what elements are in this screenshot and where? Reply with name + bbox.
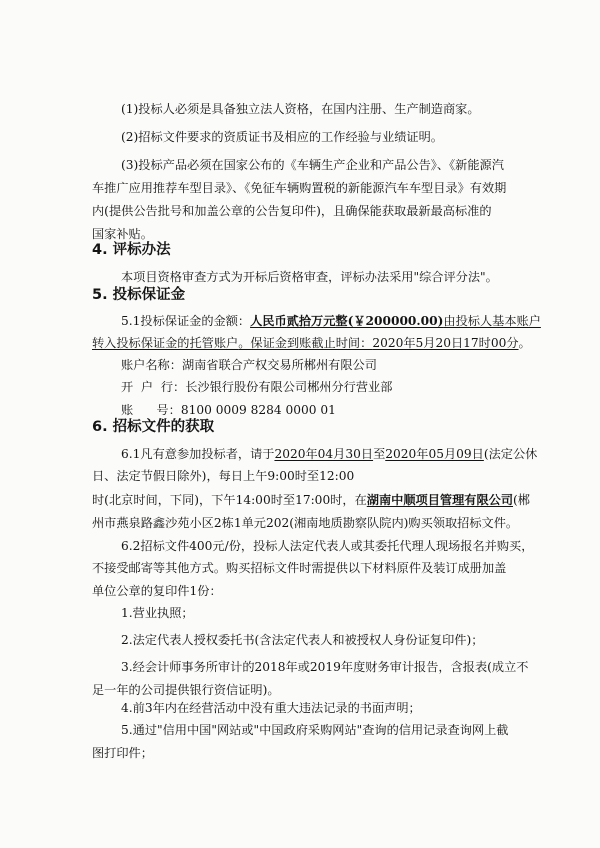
purchase-period-line-2: 日、法定节假日除外)，每日上午9:00时至12:00 [92, 469, 355, 483]
qualification-3-line-3: 内(提供公告批号和加盖公章的公告复印件)，且确保能获取最新最高标准的 [92, 204, 492, 218]
qualification-3-line-2: 车推广应用推荐车型目录》、《免征车辆购置税的新能源汽车车型目录》有效期 [92, 181, 507, 195]
deposit-amount-line [121, 313, 541, 329]
deposit-amount-prefix: 5.1投标保证金的金额： [121, 314, 251, 328]
deposit-amount: 人民币贰拾万元整(￥200000.00) [250, 314, 444, 328]
qualification-2: (2)招标文件要求的资质证书及相应的工作经验与业绩证明。 [121, 130, 443, 144]
agency-address-start: (郴 [513, 493, 530, 507]
qualification-3-line-1: (3)投标产品必须在国家公布的《车辆生产企业和产品公告》、《新能源汽 [121, 158, 504, 172]
deposit-source: 由投标人基本账户 [443, 314, 541, 328]
fee-line-1: 6.2招标文件400元/份，投标人法定代表人或其委托代理人现场报名并购买， [121, 539, 534, 553]
purchase-period-line-3 [92, 492, 530, 508]
deposit-deadline-end: 。 [518, 336, 531, 350]
required-doc-5-line-1: 5.通过"信用中国"网站或"中国政府采购网站"查询的信用记录查询网上截 [121, 723, 509, 737]
purchase-period-line-1 [121, 446, 537, 462]
account-number-label: 账 号： [121, 403, 181, 417]
fee-line-2: 不接受邮寄等其他方式。购买招标文件时需提供以下材料原件及装订成册加盖 [92, 561, 507, 575]
section-5-heading: 5. 投标保证金 [92, 287, 186, 303]
purchase-end-date: 2020年05月09日 [385, 447, 484, 461]
account-name: 湖南省联合产权交易所郴州有限公司 [181, 358, 377, 372]
agency-address: 州市燕泉路鑫沙苑小区2栋1单元202(湘南地质勘察队院内)购买领取招标文件。 [92, 516, 519, 530]
purchase-period-to: 至 [373, 447, 386, 461]
deposit-deadline-label: 。保证金到账截止时间： [238, 336, 373, 350]
qualification-3-line-4: 国家补贴。 [92, 227, 153, 241]
account-name-label: 账户名称： [121, 358, 182, 372]
bank-line [121, 379, 392, 395]
purchase-start-date: 2020年04月30日 [274, 447, 374, 461]
required-doc-5-line-2: 图打印件； [92, 746, 153, 760]
required-doc-3-line-1: 3.经会计师事务所审计的2018年或2019年度财务审计报告，含报表(成立不 [121, 660, 529, 674]
required-doc-1: 1.营业执照； [121, 606, 194, 620]
section-4-text: 本项目资格审查方式为开标后资格审查，评标办法采用"综合评分法"。 [121, 270, 498, 284]
qualification-1: (1)投标人必须是具备独立法人资格，在国内注册、生产制造商家。 [121, 102, 480, 116]
fee-line-3: 单位公章的复印件1份： [92, 584, 222, 598]
purchase-period-prefix: 6.1凡有意参加投标者，请于 [121, 447, 275, 461]
deposit-deadline: 2020年5月20日17时00分 [372, 336, 519, 350]
required-doc-3-line-2: 足一年的公司提供银行资信证明)。 [92, 683, 280, 697]
deposit-transfer-text: 转入投标保证金的托管账户 [92, 336, 239, 350]
account-number-line [121, 402, 336, 418]
bank-label: 开 户 行： [121, 380, 186, 394]
deposit-deadline-line [92, 335, 531, 351]
required-doc-4: 4.前3年内在经营活动中没有重大违法记录的书面声明； [121, 701, 421, 715]
account-number: 8100 0009 8284 0000 01 [180, 403, 336, 417]
agency-company: 湖南中顺项目管理有限公司 [366, 493, 514, 507]
section-4-heading: 4. 评标办法 [92, 242, 171, 258]
section-6-heading: 6. 招标文件的获取 [92, 419, 215, 435]
purchase-period-note: (法定公休 [483, 447, 538, 461]
purchase-time-text: 时(北京时间，下同)，下午14:00时至17:00时，在 [92, 493, 367, 507]
account-name-line [121, 357, 377, 373]
required-doc-2: 2.法定代表人授权委托书(含法定代表人和被授权人身份证复印件)； [121, 633, 484, 647]
bank-name: 长沙银行股份有限公司郴州分行营业部 [185, 380, 393, 394]
